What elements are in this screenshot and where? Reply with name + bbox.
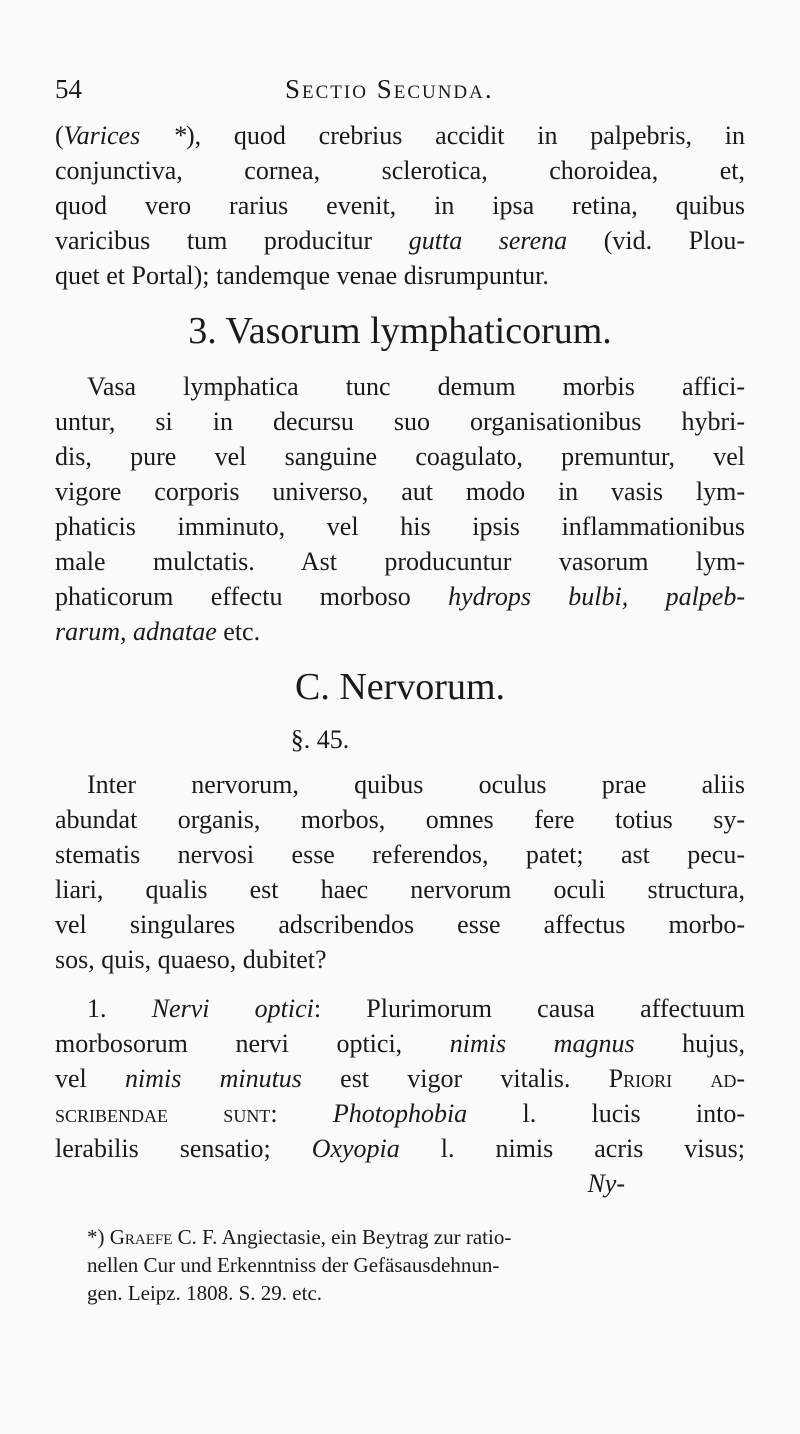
text-run: : <box>270 1099 333 1128</box>
text-line: male mulctatis. Ast producuntur vasorum lym- <box>55 547 745 576</box>
text-run: 1. <box>87 994 152 1023</box>
text-line <box>87 991 745 1026</box>
paragraph-inter-nervorum <box>55 767 745 977</box>
italic-term: nimis minutus <box>125 1064 302 1093</box>
text-run: : Plurimorum causa affectuum <box>313 994 746 1023</box>
text-line <box>55 223 745 258</box>
text-run: morbosorum nervi optici, <box>55 1029 450 1058</box>
text-line: vigore corporis universo, aut modo in vasis lym- <box>55 477 745 506</box>
footnote-line <box>55 1223 745 1251</box>
text-run: l. nimis acris visus; <box>399 1134 745 1163</box>
text-line: untur, si in decursu suo organisationibus hybri- <box>55 407 745 436</box>
text-line: quod vero rarius evenit, in ipsa retina, quibus <box>55 191 745 220</box>
italic-term: nimis magnus <box>449 1029 635 1058</box>
italic-term-varices: Varices * <box>63 121 186 150</box>
running-title: Sectio Secunda. <box>285 74 494 104</box>
text-line <box>55 1026 745 1061</box>
text-line <box>55 579 745 614</box>
text-line <box>55 614 745 649</box>
text-run: varicibus tum producitur <box>55 226 409 255</box>
text-run: (vid. Plou- <box>567 226 745 255</box>
text-line: Inter nervorum, quibus oculus prae aliis <box>87 770 745 799</box>
paragraph-nervi-optici <box>55 991 745 1201</box>
text-run: etc. <box>216 617 261 646</box>
page-number: 54 <box>55 74 82 104</box>
text-run: hujus, <box>634 1029 745 1058</box>
italic-term: hydrops bulbi, palpeb- <box>448 582 745 611</box>
text-line: abundat organis, morbos, omnes fere totius sy- <box>55 805 745 834</box>
text-line <box>55 118 745 153</box>
text-line: liari, qualis est haec nervorum oculi structura, <box>55 875 745 904</box>
text-line: stematis nervosi esse referendos, patet; ast pecu- <box>55 840 745 869</box>
text-run: lerabilis sensatio; <box>55 1134 312 1163</box>
text-line: Vasa lymphatica tunc demum morbis affici- <box>87 372 745 401</box>
paragraph-varices <box>55 118 745 293</box>
footnote-line: nellen Cur und Erkenntniss der Gefäsausdehnun- <box>87 1253 500 1277</box>
text-line: sos, quis, quaeso, dubitet? <box>55 945 327 974</box>
text-line <box>55 1061 745 1096</box>
footnote <box>55 1223 745 1307</box>
heading-nervorum: C. Nervorum. <box>294 666 506 708</box>
text-line <box>55 1096 745 1131</box>
text-line: phaticis imminuto, vel his ipsis inflammationibus <box>55 512 745 541</box>
text-run: l. lucis into- <box>467 1099 746 1128</box>
text-run: est vigor vitalis. <box>301 1064 609 1093</box>
italic-term: Oxyopia <box>311 1134 400 1163</box>
italic-term: Photophobia <box>332 1099 468 1128</box>
footnote-marker: *) <box>87 1225 110 1249</box>
catchword: Ny- <box>587 1169 625 1198</box>
italic-term: rarum, adnatae <box>55 617 217 646</box>
footnote-author: Graefe <box>109 1225 173 1249</box>
italic-term: gutta serena <box>408 226 568 255</box>
text-line: quet et Portal); tandemque venae disrumpuntur. <box>55 261 549 290</box>
text-line: vel singulares adscribendos esse affectus morbo- <box>55 910 745 939</box>
text-line: conjunctiva, cornea, sclerotica, choroidea, et, <box>55 156 745 185</box>
text-run: vel <box>55 1064 125 1093</box>
book-page <box>55 60 745 1420</box>
italic-term: Nervi optici <box>151 994 314 1023</box>
running-head <box>55 60 745 110</box>
small-caps-run: scribendae sunt <box>55 1099 271 1128</box>
text-run: C. F. Angiectasie, ein Beytrag zur ratio- <box>172 1225 512 1249</box>
footnote-line: gen. Leipz. 1808. S. 29. etc. <box>87 1281 323 1305</box>
text-run: ), quod crebrius accidit in palpebris, in <box>185 121 745 150</box>
text-run: ( <box>55 121 64 150</box>
section-number: §. 45. <box>290 725 350 754</box>
text-run: phaticorum effectu morboso <box>55 582 449 611</box>
text-line <box>55 1131 745 1166</box>
paragraph-vasa-lymphatica <box>55 369 745 649</box>
text-line: dis, pure vel sanguine coagulato, premuntur, vel <box>55 442 745 471</box>
small-caps-run: Priori ad- <box>608 1064 745 1093</box>
heading-vasorum-lymphaticorum: 3. Vasorum lymphaticorum. <box>188 310 612 352</box>
